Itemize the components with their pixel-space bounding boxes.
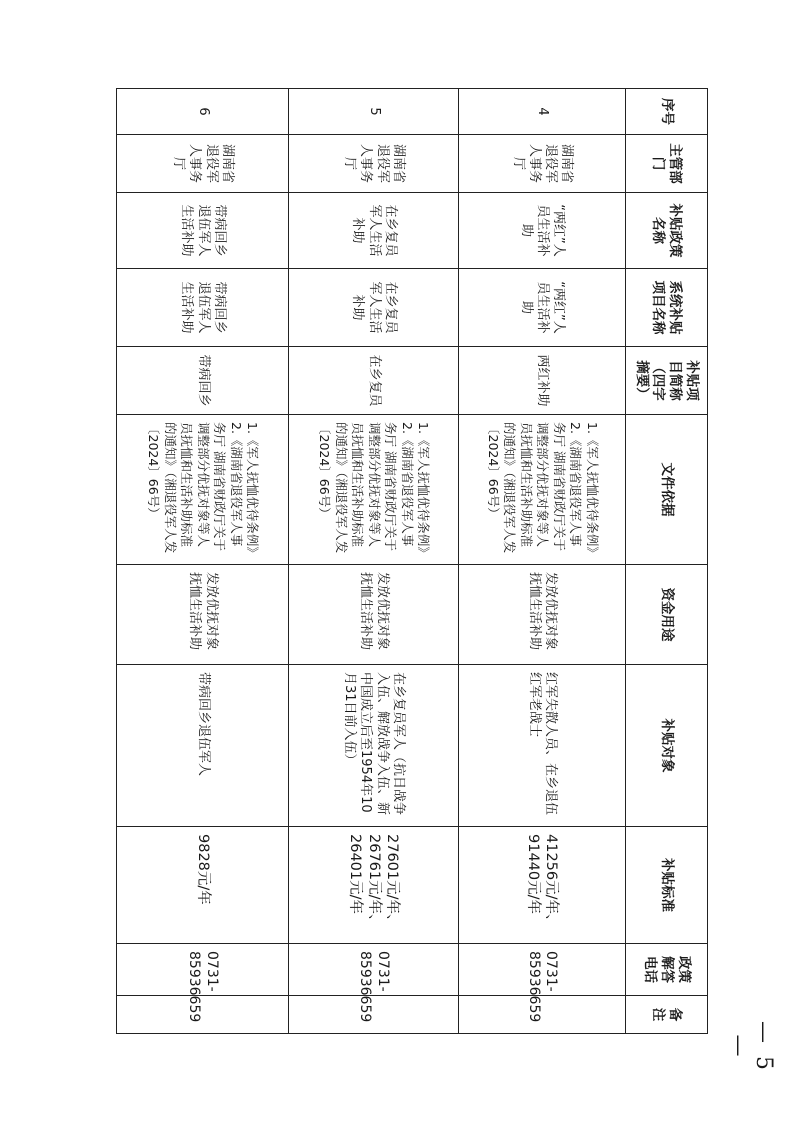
basis-line-1: 1.《军人抚恤优待条例》: [584, 422, 600, 559]
header-row: [626, 89, 708, 1034]
cell-remark: [459, 996, 626, 1034]
cell-item-short: 在乡复员: [289, 347, 459, 415]
cell-sys-item: “两红”人员生活补助: [459, 269, 626, 347]
header-basis: 文件依据: [626, 415, 708, 565]
cell-policy: 带病回乡退伍军人生活补助: [117, 193, 289, 269]
cell-basis: [117, 415, 289, 565]
header-usage: 资金用途: [626, 565, 708, 665]
header-item-short: 补贴项目简称（四字摘要）: [626, 347, 708, 415]
page-number: — 5 —: [726, 1021, 776, 1073]
cell-dept: 湖南省退役军人事务厅: [289, 135, 459, 193]
cell-item-short: 带病回乡: [117, 347, 289, 415]
cell-policy: 在乡复员军人生活补助: [289, 193, 459, 269]
cell-remark: [289, 996, 459, 1034]
basis-line-2: 2.《湖南省退役军人事务厅 湖南省财政厅关于调整部分优抚对象等人员抚恤和生活补助标准的通知》（湘退役军人发〔2024〕66号）: [485, 422, 584, 554]
cell-standard: 9828元/年: [117, 827, 289, 944]
header-target: 补贴对象: [626, 665, 708, 827]
cell-target: 红军失散人员、在乡退伍红军老战士: [459, 665, 626, 827]
table-row: [117, 89, 289, 1034]
cell-target: 在乡复员军人（抗日战争入伍、解放战争入伍、新中国成立后至1954年10月31日前入伍）: [289, 665, 459, 827]
header-sys-item: 系统补贴项目名称: [626, 269, 708, 347]
cell-usage: 发放优抚对象抚恤生活补助: [459, 565, 626, 665]
header-phone: 政策解答电话: [626, 944, 708, 996]
cell-seq: 5: [289, 89, 459, 135]
table-row: [459, 89, 626, 1034]
cell-seq: 4: [459, 89, 626, 135]
cell-phone: 0731-85936659: [459, 944, 626, 996]
basis-line-2: 2.《湖南省退役军人事务厅 湖南省财政厅关于调整部分优抚对象等人员抚恤和生活补助标准的通知》（湘退役军人发〔2024〕66号）: [146, 422, 244, 554]
basis-line-1: 1.《军人抚恤优待条例》: [416, 422, 432, 559]
cell-basis: [289, 415, 459, 565]
header-dept: 主管部门: [626, 135, 708, 193]
cell-standard: 27601元/年、26761元/年、26401元/年: [289, 827, 459, 944]
cell-item-short: 两红补助: [459, 347, 626, 415]
cell-sys-item: 带病回乡退伍军人生活补助: [117, 269, 289, 347]
cell-standard: 41256元/年、91440元/年: [459, 827, 626, 944]
cell-basis: [459, 415, 626, 565]
cell-seq: 6: [117, 89, 289, 135]
cell-phone: 0731-85936659: [117, 944, 289, 996]
table-row: [289, 89, 459, 1034]
cell-usage: 发放优抚对象抚恤生活补助: [117, 565, 289, 665]
cell-sys-item: 在乡复员军人生活补助: [289, 269, 459, 347]
cell-dept: 湖南省退役军人事务厅: [117, 135, 289, 193]
subsidy-table: [116, 88, 708, 1034]
cell-target: 带病回乡退伍军人: [117, 665, 289, 827]
cell-dept: 湖南省退役军人事务厅: [459, 135, 626, 193]
cell-phone: 0731-85936659: [289, 944, 459, 996]
cell-remark: [117, 996, 289, 1034]
header-remark: 备注: [626, 996, 708, 1034]
cell-policy: “两红”人员生活补助: [459, 193, 626, 269]
basis-line-1: 1.《军人抚恤优待条例》: [245, 422, 261, 559]
header-policy: 补贴政策名称: [626, 193, 708, 269]
header-seq: 序号: [626, 89, 708, 135]
header-standard: 补贴标准: [626, 827, 708, 944]
basis-line-2: 2.《湖南省退役军人事务厅 湖南省财政厅关于调整部分优抚对象等人员抚恤和生活补助标准的通知》（湘退役军人发〔2024〕66号）: [317, 422, 415, 554]
cell-usage: 发放优抚对象抚恤生活补助: [289, 565, 459, 665]
